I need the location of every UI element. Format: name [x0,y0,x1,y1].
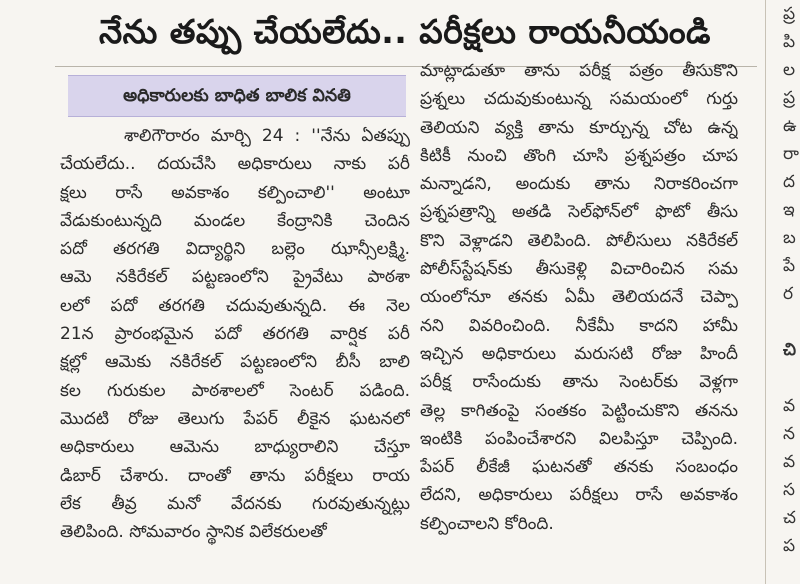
article-line: అధికారులు ఆమెను బాధ్యురాలిని చేస్తూ [60,437,410,458]
adjacent-text-fragment: ఇ [783,200,795,220]
article-line: లేదని, అధికారులు పరీక్షలు రాసే అవకాశం [420,485,738,506]
adjacent-text-fragment: న [783,424,795,444]
article-line: పరీక్ష రాసేందుకు తాను సెంటర్‌కు వెళ్లగా [420,372,738,393]
article-line: మొదటి రోజు తెలుగు పేపర్ లీకైన ఘటనలో [60,408,410,429]
article-line: ఇచ్చిన అధికారులు మరుసటి రోజు హిందీ [420,343,738,364]
adjacent-text-fragment [783,308,800,336]
article-line: క్షలు రాసే అవకాశం కల్పించాలి'' అంటూ [60,182,410,203]
adjacent-text-fragment: ప్ర [783,4,796,24]
adjacent-text-fragment: రా [783,144,799,164]
adjacent-text-fragment: బ [783,228,796,248]
article-line: లలో పదో తరగతి చదువుతున్నది. ఈ నెల [60,295,410,316]
adjacent-text-fragment: వ [783,452,796,472]
adjacent-text-fragment: ప [783,536,796,556]
article-line: క్షల్లో ఆమెకు నకిరేకల్ పట్టణంలోని బీసీ బాలి [60,352,410,373]
column-divider [765,0,766,584]
adjacent-text-fragment: పి [783,32,796,52]
adjacent-text-fragment: ఉ [783,116,797,136]
article-line: ప్రశ్నపత్రాన్ని అతడి సెల్‌ఫోన్‌లో ఫొటో తీసు [420,202,738,223]
article-line: పదో తరగతి విద్యార్థిని బల్లెం ఝాన్సీలక్ష్మి. [60,239,410,260]
article-line: వేడుకుంటున్నది మండల కేంద్రానికి చెందిన [60,210,410,231]
adjacent-text-fragment: ర [783,284,794,304]
article-line: తెలిపింది. సోమవారం స్థానిక విలేకరులతో [60,522,327,543]
article-line: శాలిగౌరారం మార్చి 24 : ''నేను ఏతప్పు [124,126,410,146]
article-line: నని వివరించింది. నీకేమీ కాదని హామీ [420,315,738,336]
adjacent-text-fragment: వ [783,396,796,416]
adjacent-text-fragment: స [783,480,795,500]
article-line: కిటికీ నుంచి తొంగి చూసి ప్రశ్నపత్రం చూప [420,145,738,166]
adjacent-text-fragment: ల [783,60,796,80]
adjacent-text-fragment: చి [783,340,797,360]
article-line: ప్రశ్నలు చదువుకుంటున్న సమయంలో గుర్తు [420,89,738,110]
article-line: తెల్ల కాగితంపై సంతకం పెట్టించుకొని తనను [420,400,738,421]
article-line: తెలియని వ్యక్తి తాను కూర్చున్న చోట ఉన్న [420,117,738,138]
subheadline: అధికారులకు బాధిత బాలిక వినతి [68,75,406,117]
article-line: మాట్లాడుతూ తాను పరీక్ష పత్రం తీసుకొని [420,61,738,81]
article-column-1 [60,122,410,546]
article-line: 21న ప్రారంభమైన పదో తరగతి వార్షిక పరీ [60,324,410,345]
adjacent-text-fragment: పే [783,256,796,276]
adjacent-article-fragment [783,0,800,584]
adjacent-text-fragment: చ [783,508,796,528]
article-line: ఆమె నకిరేకల్ పట్టణంలోని ప్రైవేటు పాఠశా [60,267,410,288]
article-line: కల గురుకుల పాఠశాలలో సెంటర్ పడింది. [60,380,410,401]
article-line: కల్పించాలని కోరింది. [420,513,554,534]
article-line: పోలీస్‌స్టేషన్‌కు తీసుకెళ్లి విచారించిన సమ [420,259,738,280]
article-line: మన్నాడని, అందుకు తాను నిరాకరించగా [420,174,738,195]
article-line: పేపర్ లీకేజీ ఘటనతో తనకు సంబంధం [420,457,738,478]
adjacent-text-fragment: ప్ర [783,88,796,108]
article-line: డిబార్ చేశారు. దాంతో తాను పరీక్షలు రాయ [60,465,410,486]
article-line: యంలోనూ తనకు ఏమీ తెలియదనే చెప్పా [420,287,738,308]
article-line: లేక తీవ్ర మనో వేదనకు గురవుతున్నట్లు [60,493,410,514]
headline: నేను తప్పు చేయలేదు.. పరీక్షలు రాయనీయండి [99,12,711,51]
article-line: కొని వెళ్లాడని తెలిపింది. పోలీసులు నకిరేకల్ [420,230,738,251]
adjacent-text-fragment [783,364,800,392]
article-line: ఇంటికి పంపించేశారని విలపిస్తూ చెప్పింది. [420,428,738,449]
article-line: చేయలేదు.. దయచేసి అధికారులు నాకు పరీ [60,154,410,175]
article-column-2 [420,57,738,538]
adjacent-text-fragment: ద [783,172,796,192]
